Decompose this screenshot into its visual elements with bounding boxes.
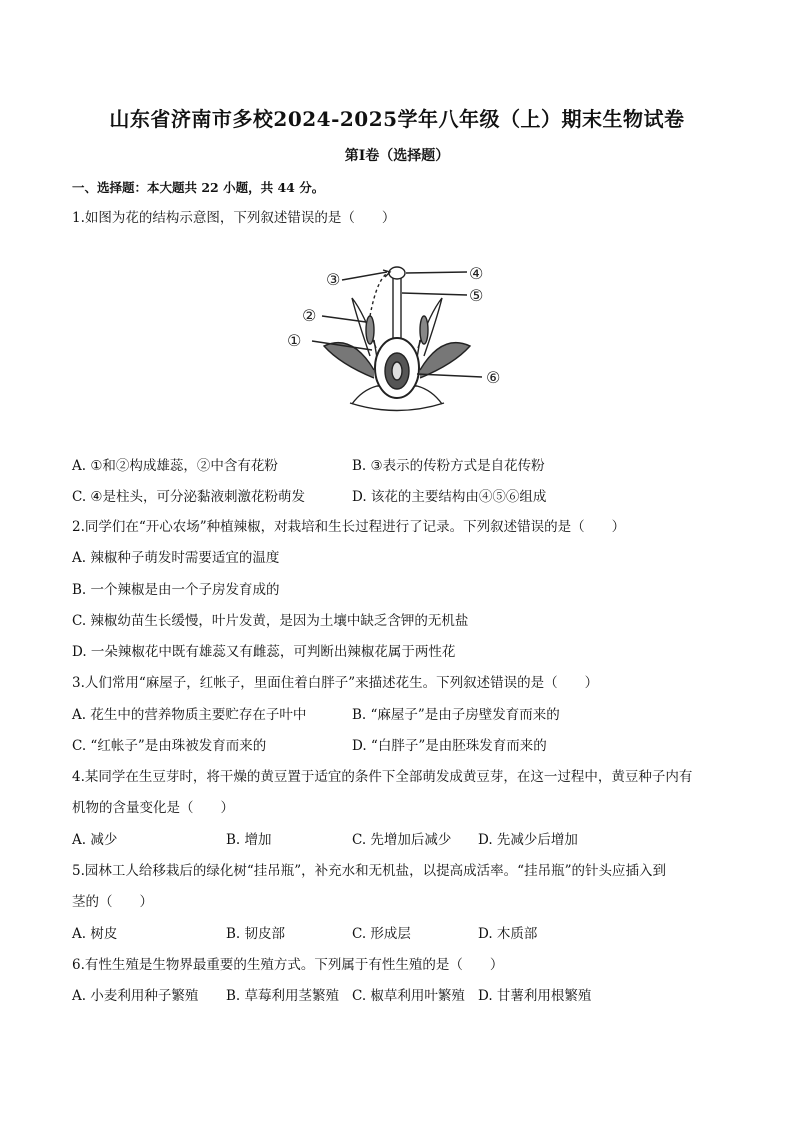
question-2-option-c: C. 辣椒幼苗生长缓慢，叶片发黄，是因为土壤中缺乏含钾的无机盐 xyxy=(72,613,469,629)
diagram-label-6: ⑥ xyxy=(486,368,501,387)
question-3-stem: 3.人们常用“麻屋子，红帐子，里面住着白胖子”来描述花生。下列叙述错误的是（ ） xyxy=(72,675,599,691)
question-4-option-c: C. 先增加后减少 xyxy=(352,832,452,848)
question-5-option-a: A. 树皮 xyxy=(72,926,118,942)
question-5-stem-line-1: 5.园林工人给移栽后的绿化树“挂吊瓶”，补充水和无机盐，以提高成活率。“挂吊瓶”的针头应插入到 xyxy=(72,863,666,879)
section-heading: 一、选择题：本大题共 22 小题，共 44 分。 xyxy=(72,180,325,195)
question-6-option-c: C. 椒草利用叶繁殖 xyxy=(352,988,465,1004)
exam-title: 山东省济南市多校2024-2025学年八年级（上）期末生物试卷 xyxy=(109,107,685,131)
question-2-option-a: A. 辣椒种子萌发时需要适宜的温度 xyxy=(72,550,280,566)
question-4-option-b: B. 增加 xyxy=(226,832,272,848)
question-1-stem: 1.如图为花的结构示意图，下列叙述错误的是（ ） xyxy=(72,210,396,226)
diagram-label-5: ⑤ xyxy=(469,286,484,305)
question-5-option-d: D. 木质部 xyxy=(478,926,538,942)
question-4-stem-line-2: 机物的含量变化是（ ） xyxy=(72,800,234,816)
question-2-option-d: D. 一朵辣椒花中既有雄蕊又有雌蕊，可判断出辣椒花属于两性花 xyxy=(72,644,456,660)
question-6-option-b: B. 草莓利用茎繁殖 xyxy=(226,988,340,1004)
question-4-option-d: D. 先减少后增加 xyxy=(478,832,578,848)
question-3-option-a: A. 花生中的营养物质主要贮存在子叶中 xyxy=(72,707,307,723)
question-3-option-c: C. “红帐子”是由珠被发育而来的 xyxy=(72,738,267,754)
question-5-option-c: C. 形成层 xyxy=(352,926,411,942)
diagram-label-2: ② xyxy=(302,306,317,325)
question-1-option-a: A. ①和②构成雄蕊，②中含有花粉 xyxy=(72,458,278,474)
question-2-stem: 2.同学们在“开心农场”种植辣椒，对栽培和生长过程进行了记录。下列叙述错误的是（ ） xyxy=(72,519,626,535)
question-6-option-a: A. 小麦利用种子繁殖 xyxy=(72,988,199,1004)
question-6-stem: 6.有性生殖是生物界最重要的生殖方式。下列属于有性生殖的是（ ） xyxy=(72,957,504,973)
diagram-label-4: ④ xyxy=(469,264,484,283)
question-5-stem-line-2: 茎的（ ） xyxy=(72,894,153,910)
question-3-option-d: D. “白胖子”是由胚珠发育而来的 xyxy=(352,738,547,754)
question-6-option-d: D. 甘薯利用根繁殖 xyxy=(478,988,592,1004)
question-1-option-b: B. ③表示的传粉方式是自花传粉 xyxy=(352,458,545,474)
question-1-option-c: C. ④是柱头，可分泌黏液刺激花粉萌发 xyxy=(72,489,306,505)
volume-subtitle: 第I卷（选择题） xyxy=(344,148,450,164)
question-4-option-a: A. 减少 xyxy=(72,832,118,848)
question-5-option-b: B. 韧皮部 xyxy=(226,926,286,942)
question-4-stem-line-1: 4.某同学在生豆芽时，将干燥的黄豆置于适宜的条件下全部萌发成黄豆芽，在这一过程中，黄豆种子内有 xyxy=(72,769,693,785)
question-1-option-d: D. 该花的主要结构由④⑤⑥组成 xyxy=(352,489,547,505)
question-3-option-b: B. “麻屋子”是由子房壁发育而来的 xyxy=(352,707,560,723)
question-2-option-b: B. 一个辣椒是由一个子房发育成的 xyxy=(72,582,280,598)
flower-structure-diagram xyxy=(282,258,512,428)
diagram-label-1: ① xyxy=(287,331,302,350)
diagram-label-3: ③ xyxy=(326,270,341,289)
